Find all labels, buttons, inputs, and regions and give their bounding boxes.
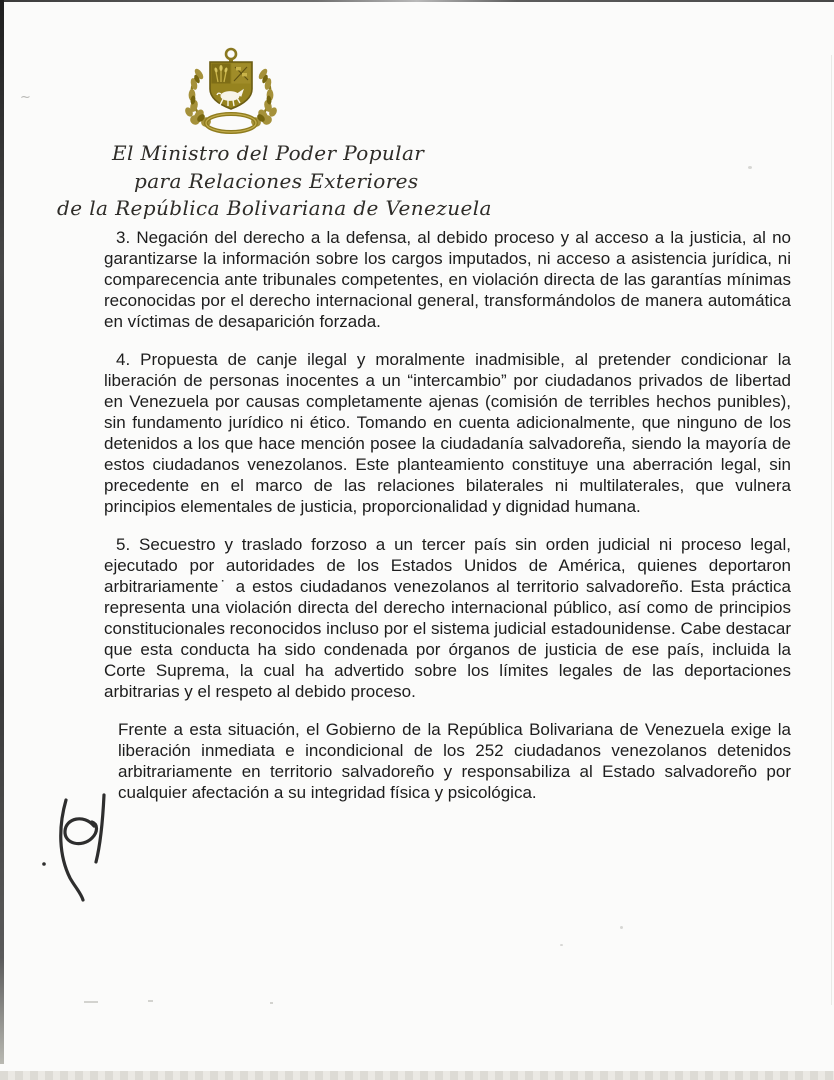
letterhead-line-1: El Ministro del Poder Popular	[112, 141, 425, 165]
paragraph-4: 4. Propuesta de canje ilegal y moralmente inadmisible, al pretender condicionar la liberación de personas inocentes a un “intercambio” por ciudadanos privados de libertad en Venezuela por causas completamente ajenas (comisión de terribles hechos punibles), sin fundamento jurídico ni ético. Tomando en cuenta adicionalmente, que ninguno de los detenidos a los que hace mención posee la ciudadanía salvadoreña, siendo la mayoría de estos ciudadanos venezolanos. Este planteamiento constituye una aberración legal, sin precedente en el marco de las relaciones bilaterales ni multilaterales, que vulnera principios elementales de justicia, proporcionalidad y dignidad humana.	[104, 350, 791, 516]
paragraph-5: 5. Secuestro y traslado forzoso a un tercer país sin orden judicial ni proceso legal, ejecutado por autoridades de los Estados Unidos de América, quienes deportaron arbitrariamente˙ a estos ciudadanos venezolanos al territorio salvadoreño. Esta práctica representa una violación directa del derecho internacional público, así como de principios constitucionales reconocidos incluso por el sistema judicial estadounidense. Cabe destacar que esta conducta ha sido condenada por órganos de justicia de ese país, incluida la Corte Suprema, la cual ha advertido sobre los límites legales de las deportaciones arbitrarias y el respeto al debido proceso.	[104, 535, 792, 701]
scan-edge-right	[831, 55, 832, 1005]
scan-speck	[84, 1001, 98, 1003]
scan-speck	[148, 1000, 153, 1002]
letterhead-line-2: para Relaciones Exteriores	[134, 169, 419, 193]
scan-speck	[560, 944, 563, 946]
paragraph-3: 3. Negación del derecho a la defensa, al debido proceso y al acceso a la justicia, al no garantizarse la información sobre los cargos imputados, ni acceso a asistencia jurídica, ni comparecencia ante tribunales competentes, en violación directa de las garantías mínimas reconocidas por el derecho internacional general, transformándolos de manera automática en víctimas de desaparición forzada.	[104, 228, 791, 331]
scan-speck	[620, 926, 623, 929]
handwritten-initials-mark	[32, 786, 118, 908]
letterhead-line-3: de la República Bolivariana de Venezuela	[57, 196, 492, 220]
scan-edge-bottom	[0, 1071, 834, 1080]
scan-speck: ~	[20, 90, 31, 105]
scan-speck	[748, 166, 752, 169]
closing-paragraph: Frente a esta situación, el Gobierno de la República Bolivariana de Venezuela exige la liberación inmediata e incondicional de los 252 ciudadanos venezolanos detenidos arbitrariamente en territorio salvadoreño y responsabiliza al Estado salvadoreño por cualquier afectación a su integridad física y psicológica.	[118, 720, 791, 802]
scan-edge-left	[0, 0, 4, 1064]
scan-edge-top	[0, 0, 834, 2]
venezuela-coat-of-arms-icon	[183, 46, 279, 138]
scan-speck	[270, 1002, 273, 1004]
letter-body	[104, 227, 791, 803]
